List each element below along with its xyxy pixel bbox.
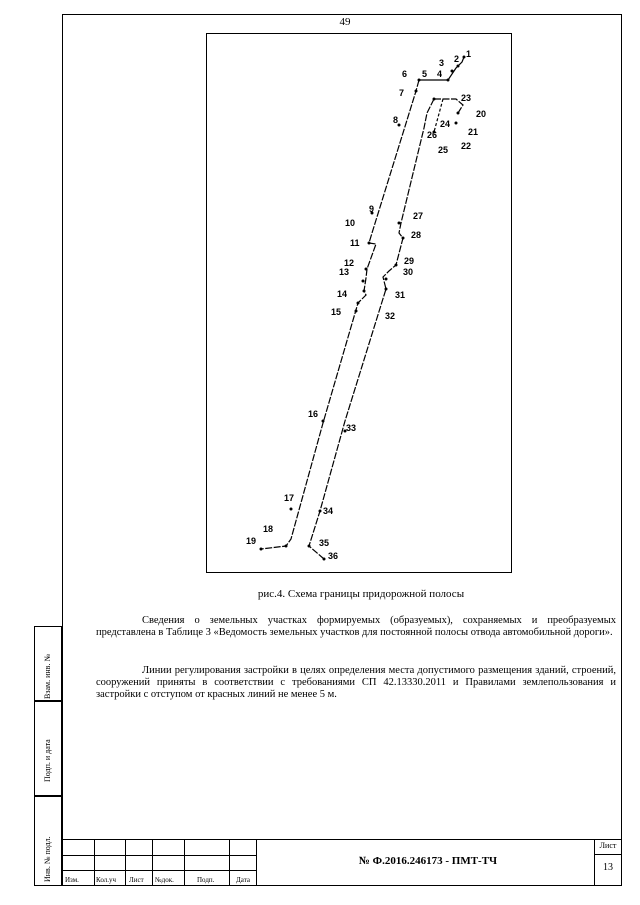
point-label-19: 19 [246, 536, 257, 546]
point-label-8: 8 [393, 115, 399, 125]
point-label-28: 28 [411, 230, 422, 240]
tb-col-sheet: Лист [129, 876, 144, 884]
point-label-18: 18 [263, 524, 274, 534]
point-label-6: 6 [402, 69, 408, 79]
point-label-7: 7 [399, 88, 405, 98]
document-number: № Ф.2016.246173 - ПМТ-ТЧ [358, 855, 498, 867]
side-stamp-cell-replacement [34, 626, 62, 701]
point-label-26: 26 [427, 130, 438, 140]
point-label-15: 15 [331, 307, 342, 317]
side-stamp-label-inventory: Инв. № подл. [43, 836, 52, 882]
point-label-35: 35 [319, 538, 330, 548]
point-label-22: 22 [461, 141, 472, 151]
tb-col-date: Дата [236, 876, 250, 884]
point-label-23: 23 [461, 93, 472, 103]
body-paragraph-2: Линии регулирования застройки в целях определения места допустимого размещения зданий, строений, сооружений приняты в соответствии с требованиями СП 42.13330.2011 и Правилами землепользования и застройки с отступом от красных линий не менее 5 м. [96, 665, 616, 700]
point-label-11: 11 [350, 238, 360, 248]
point-label-13: 13 [339, 267, 350, 277]
page-number: 49 [339, 16, 351, 28]
point-label-1: 1 [466, 49, 472, 59]
point-label-17: 17 [284, 493, 295, 503]
point-label-9: 9 [369, 204, 375, 214]
tb-col-signature: Подп. [197, 876, 215, 884]
point-label-24: 24 [440, 119, 451, 129]
side-stamp [34, 626, 62, 886]
point-label-21: 21 [468, 127, 479, 137]
point-label-14: 14 [337, 289, 348, 299]
tb-col-docnum: №док. [155, 876, 174, 884]
point-label-32: 32 [385, 311, 396, 321]
point-label-16: 16 [308, 409, 319, 419]
point-label-5: 5 [422, 69, 428, 79]
point-label-27: 27 [413, 211, 424, 221]
point-label-12: 12 [344, 258, 355, 268]
point-label-30: 30 [403, 267, 414, 277]
point-label-4: 4 [437, 69, 443, 79]
point-label-33: 33 [346, 423, 357, 433]
tb-col-count: Кол.уч [96, 876, 116, 884]
point-label-10: 10 [345, 218, 356, 228]
sheet-number: 13 [603, 862, 613, 873]
point-label-25: 25 [438, 145, 449, 155]
point-label-31: 31 [395, 290, 406, 300]
boundary-scheme-figure [206, 33, 512, 573]
boundary-line-right [309, 99, 463, 559]
tb-col-change: Изм. [65, 876, 79, 884]
point-label-2: 2 [454, 54, 460, 64]
figure-caption: рис.4. Схема границы придорожной полосы [257, 588, 465, 600]
point-label-29: 29 [404, 256, 415, 266]
point-label-36: 36 [328, 551, 339, 561]
side-stamp-cell-signature [34, 701, 62, 796]
side-stamp-cell-inventory [34, 796, 62, 886]
point-label-3: 3 [439, 58, 445, 68]
body-paragraph-1: Сведения о земельных участках формируемых (образуемых), сохраняемых и преобразуемых представлена в Таблице 3 «Ведомость земельных участков для постоянной полосы отвода автомобильной дороги». [96, 615, 616, 638]
point-label-20: 20 [476, 109, 487, 119]
point-label-34: 34 [323, 506, 334, 516]
side-stamp-label-signature: Подп. и дата [43, 739, 52, 782]
sheet-label: Лист [599, 841, 617, 850]
side-stamp-label-replacement: Взам. инв. № [43, 653, 52, 699]
